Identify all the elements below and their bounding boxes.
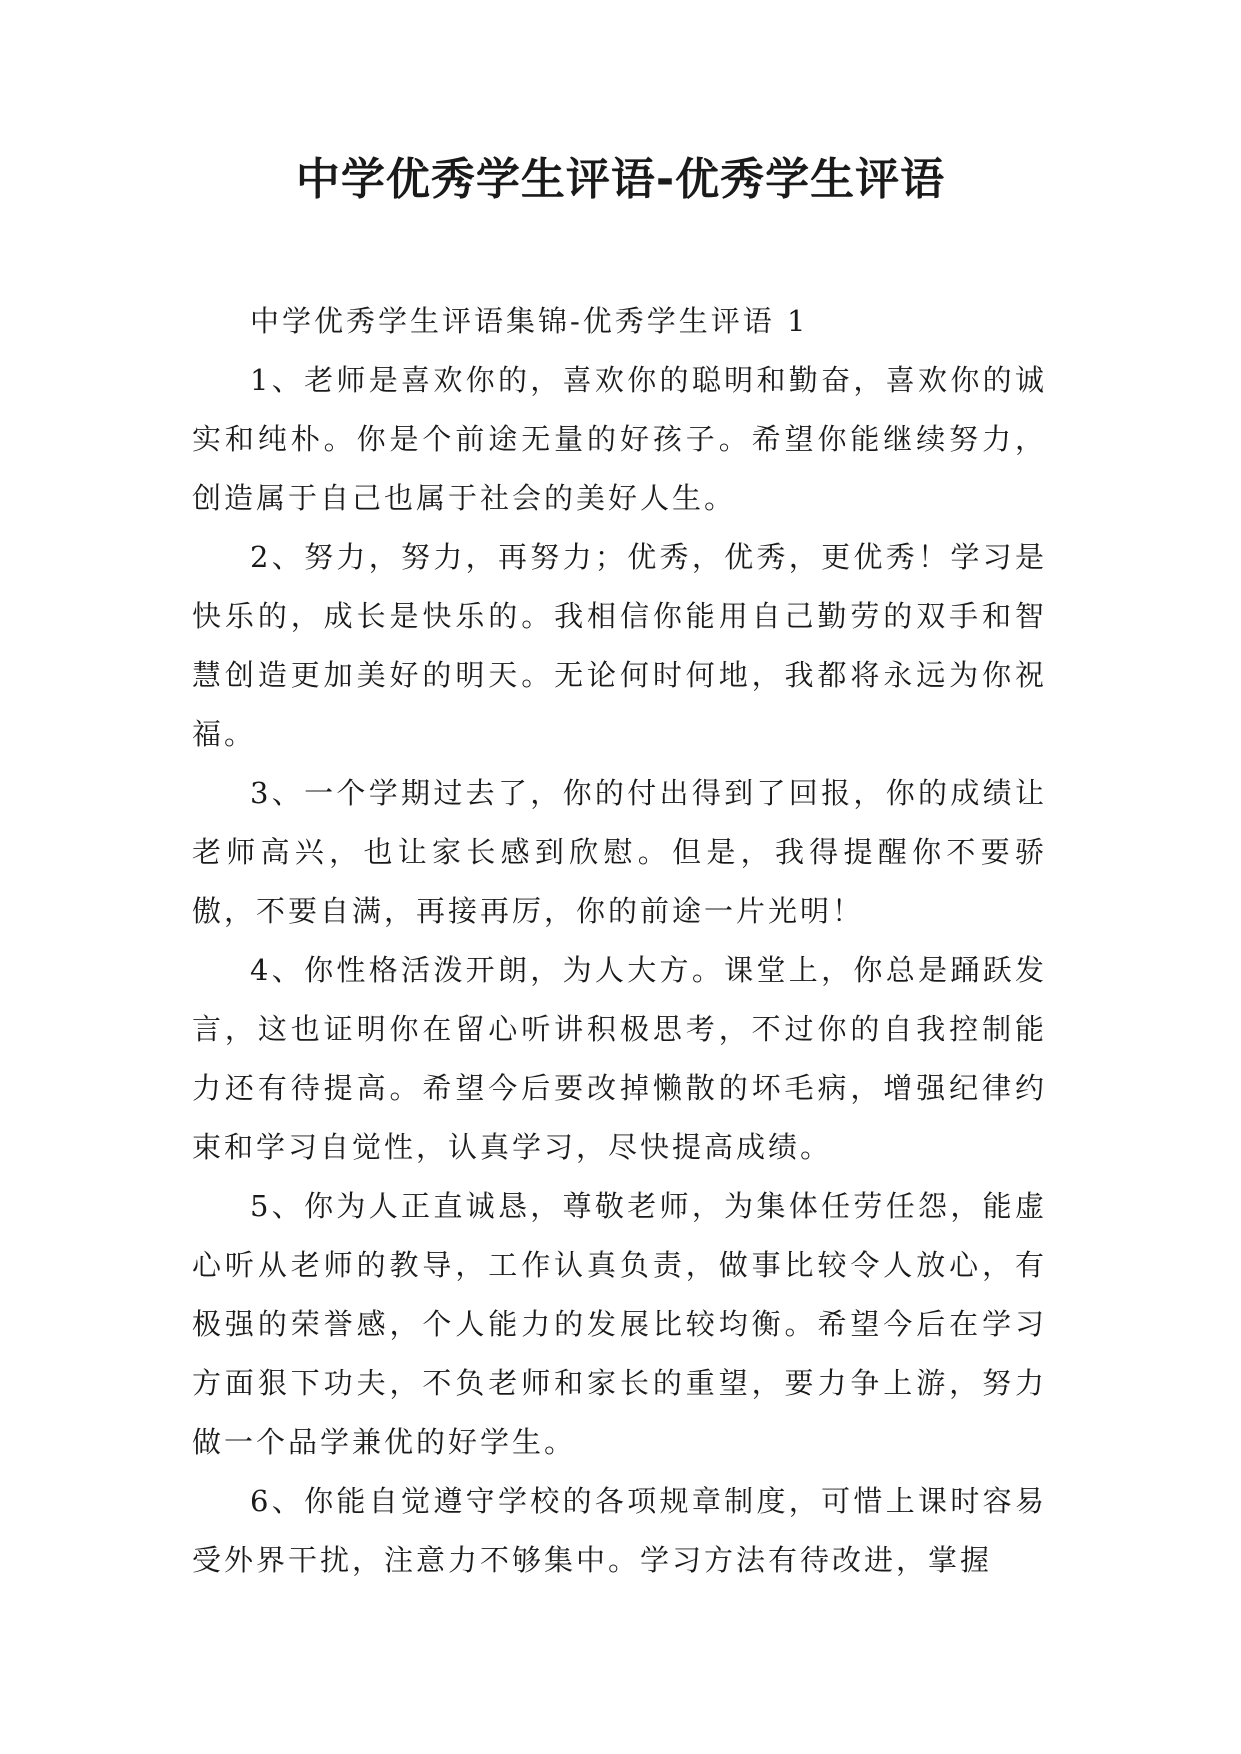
paragraph: 4、你性格活泼开朗，为人大方。课堂上，你总是踊跃发言，这也证明你在留心听讲积极思考，不过你的自我控制能力还有待提高。希望今后要改掉懒散的坏毛病，增强纪律约束和学习自觉性，认真学习，尽快提高成绩。 [192,953,1047,1164]
paragraph: 6、你能自觉遵守学校的各项规章制度，可惜上课时容易受外界干扰，注意力不够集中。学习方法有待改进，掌握 [192,1484,1047,1577]
paragraph: 5、你为人正直诚恳，尊敬老师，为集体任劳任怨，能虚心听从老师的教导，工作认真负责，做事比较令人放心，有极强的荣誉感，个人能力的发展比较均衡。希望今后在学习方面狠下功夫，不负老师和家长的重望，要力争上游，努力做一个品学兼优的好学生。 [192,1189,1047,1459]
paragraph: 2、努力，努力，再努力；优秀，优秀，更优秀！学习是快乐的，成长是快乐的。我相信你能用自己勤劳的双手和智慧创造更加美好的明天。无论何时何地，我都将永远为你祝福。 [192,540,1047,751]
paragraph: 3、一个学期过去了，你的付出得到了回报，你的成绩让老师高兴，也让家长感到欣慰。但是，我得提醒你不要骄傲，不要自满，再接再厉，你的前途一片光明！ [192,776,1047,928]
section-heading: 中学优秀学生评语集锦-优秀学生评语 1 [250,304,809,338]
paragraph: 1、老师是喜欢你的，喜欢你的聪明和勤奋，喜欢你的诚实和纯朴。你是个前途无量的好孩子。希望你能继续努力，创造属于自己也属于社会的美好人生。 [192,363,1047,515]
page-title: 中学优秀学生评语-优秀学生评语 [295,154,946,205]
document-body [192,292,1047,1590]
